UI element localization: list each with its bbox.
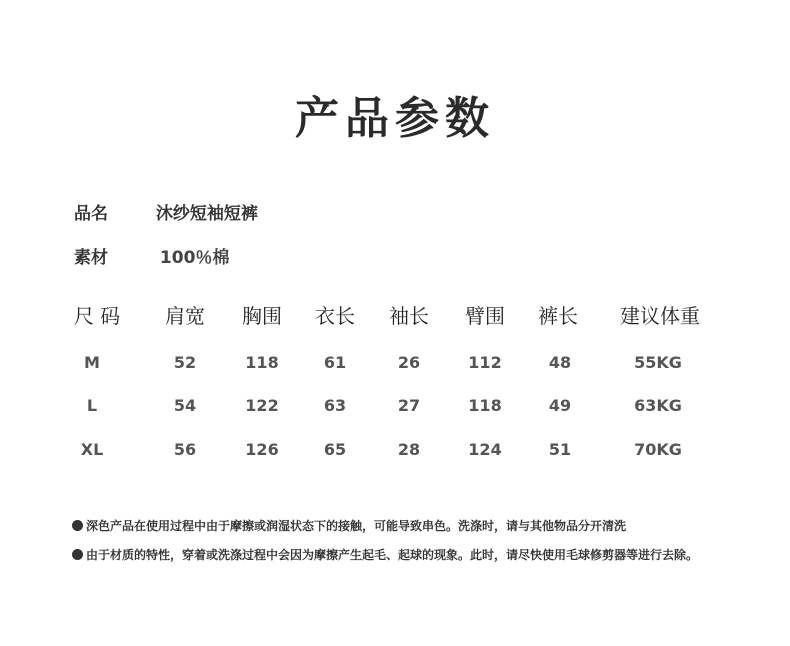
cell-length: 63 xyxy=(323,396,347,415)
cell-arm: 112 xyxy=(468,353,502,372)
header-length: 衣长 xyxy=(315,304,355,328)
material-row xyxy=(74,243,229,268)
cell-size: L xyxy=(86,396,98,415)
care-note xyxy=(72,517,626,534)
material-value: 100％棉 xyxy=(159,248,230,268)
header-arm: 臂围 xyxy=(465,304,505,328)
cell-length: 61 xyxy=(323,353,347,372)
cell-weight: 70KG xyxy=(634,440,682,459)
cell-sleeve: 26 xyxy=(397,353,421,372)
product-name-value: 沐纱短袖短裤 xyxy=(155,204,258,224)
cell-pants-length: 49 xyxy=(548,396,572,415)
cell-chest: 126 xyxy=(245,440,279,459)
cell-shoulder: 52 xyxy=(173,353,197,372)
cell-size: M xyxy=(84,353,100,372)
cell-chest: 118 xyxy=(245,353,279,372)
cell-chest: 122 xyxy=(245,396,279,415)
cell-weight: 55KG xyxy=(634,353,682,372)
cell-pants-length: 48 xyxy=(548,353,572,372)
page-title: 产品参数 xyxy=(295,93,495,144)
header-chest: 胸围 xyxy=(242,304,282,328)
cell-size: XL xyxy=(80,440,104,459)
care-note xyxy=(72,546,698,563)
cell-weight: 63KG xyxy=(634,396,682,415)
bullet-icon xyxy=(72,520,83,531)
cell-shoulder: 56 xyxy=(173,440,197,459)
header-size: 尺 码 xyxy=(73,304,121,328)
header-sleeve: 袖长 xyxy=(389,304,429,328)
cell-pants-length: 51 xyxy=(548,440,572,459)
care-note-text: 深色产品在使用过程中由于摩擦或润湿状态下的接触，可能导致串色。洗涤时，请与其他物品分开清洗 xyxy=(86,519,627,533)
header-shoulder: 肩宽 xyxy=(165,304,205,328)
care-note-text: 由于材质的特性，穿着或洗涤过程中会因为摩擦产生起毛、起球的现象。此时，请尽快使用毛球修剪器等进行去除。 xyxy=(86,548,699,562)
cell-length: 65 xyxy=(323,440,347,459)
cell-sleeve: 27 xyxy=(397,396,421,415)
header-pants-length: 裤长 xyxy=(538,304,578,328)
bullet-icon xyxy=(72,549,83,560)
cell-arm: 118 xyxy=(468,396,502,415)
product-name-label: 品名 xyxy=(74,204,108,224)
cell-arm: 124 xyxy=(468,440,502,459)
material-label: 素材 xyxy=(74,248,108,268)
header-weight: 建议体重 xyxy=(620,304,700,328)
product-name-row xyxy=(74,199,258,224)
cell-sleeve: 28 xyxy=(397,440,421,459)
cell-shoulder: 54 xyxy=(173,396,197,415)
